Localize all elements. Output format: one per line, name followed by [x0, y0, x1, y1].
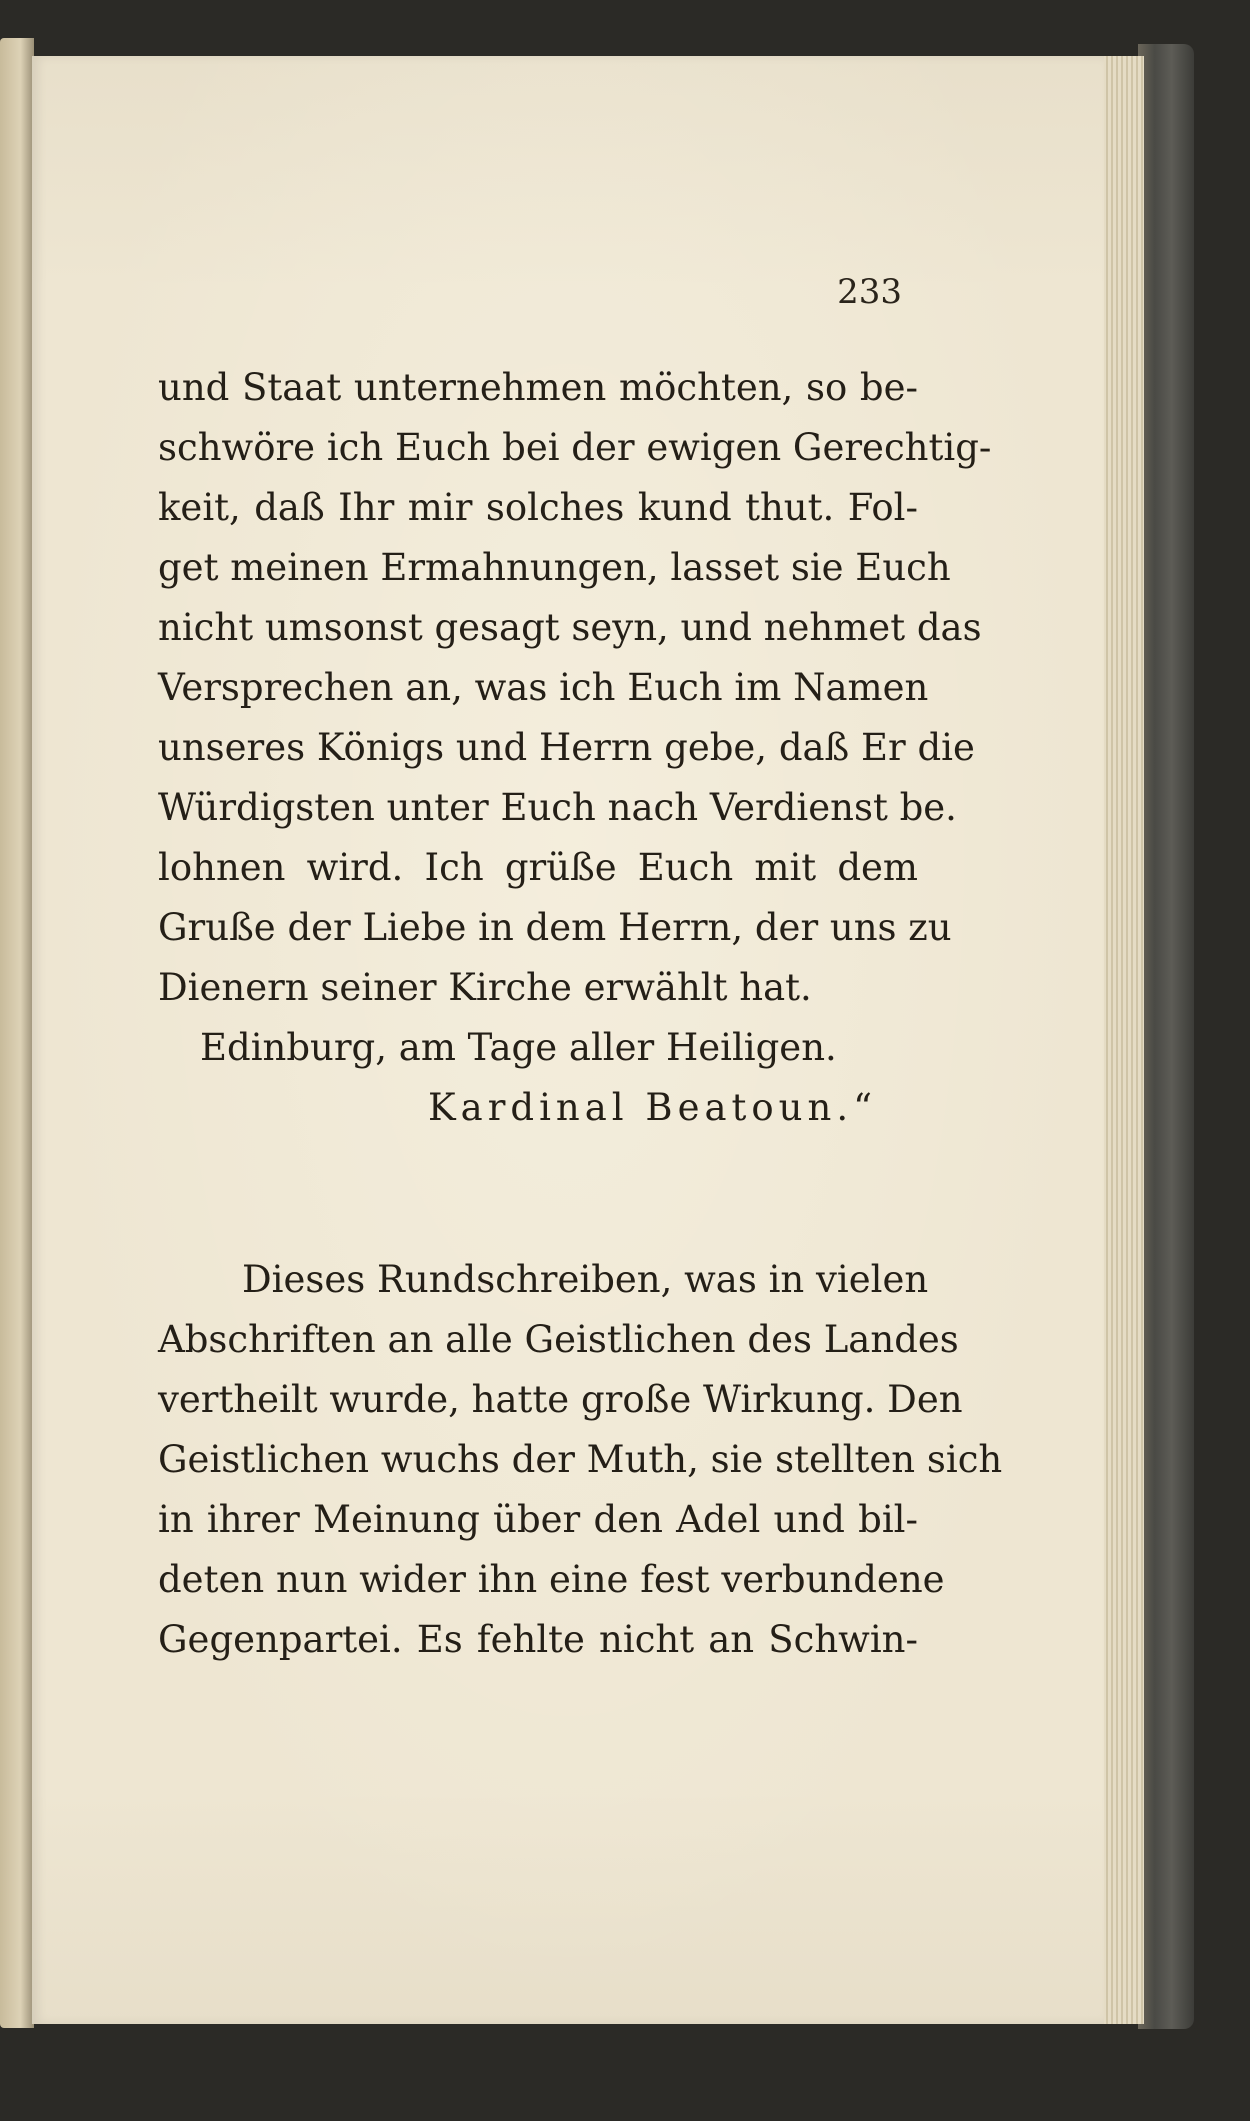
text-line: Würdigsten unter Euch nach Verdienst be.: [158, 786, 957, 829]
text-line: Gruße der Liebe in dem Herrn, der uns zu: [158, 906, 952, 949]
text-line: Dieses Rundschreiben, was in vielen: [242, 1258, 929, 1301]
text-line: schwöre ich Euch bei der ewigen Gerechtig-: [158, 426, 992, 469]
text-line: deten nun wider ihn eine fest verbundene: [158, 1558, 945, 1601]
text-line: Geistlichen wuchs der Muth, sie stellten sich: [158, 1438, 1003, 1481]
book-binding-edge: [1138, 44, 1194, 2029]
text-line: get meinen Ermahnungen, lasset sie Euch: [158, 546, 951, 589]
letter-dateline: Edinburg, am Tage aller Heiligen.: [200, 1026, 837, 1069]
page-text: [158, 358, 1003, 1670]
text-line: unseres Königs und Herrn gebe, daß Er die: [158, 726, 975, 769]
page-edges: [1098, 56, 1144, 2024]
letter-signature: Kardinal Beatoun.“: [428, 1086, 878, 1129]
paragraph-gap: [158, 1138, 918, 1250]
page-number: 233: [837, 272, 902, 312]
text-line: und Staat unternehmen möchten, so be-: [158, 366, 918, 409]
text-line: Gegenpartei. Es fehlte nicht an Schwin-: [158, 1618, 918, 1661]
text-line: nicht umsonst gesagt seyn, und nehmet das: [158, 606, 982, 649]
text-line: in ihrer Meinung über den Adel und bil-: [158, 1498, 918, 1541]
text-line: Dienern seiner Kirche erwählt hat.: [158, 966, 812, 1009]
book-cover-edge: [0, 38, 34, 2028]
text-line: lohnen wird. Ich grüße Euch mit dem: [158, 846, 918, 889]
text-line: vertheilt wurde, hatte große Wirkung. Den: [158, 1378, 963, 1421]
text-line: Abschriften an alle Geistlichen des Landes: [158, 1318, 959, 1361]
text-line: Versprechen an, was ich Euch im Namen: [158, 666, 929, 709]
text-line: keit, daß Ihr mir solches kund thut. Fol-: [158, 486, 918, 529]
